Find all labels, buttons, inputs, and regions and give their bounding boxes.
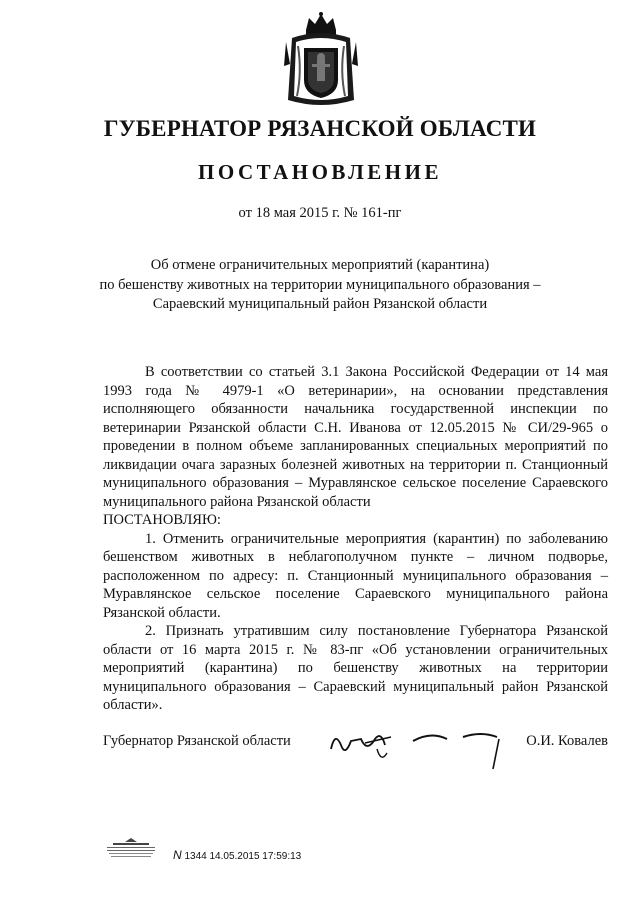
coat-of-arms-icon	[282, 12, 360, 110]
registry-stamp-icon	[103, 836, 159, 862]
document-date-number: от 18 мая 2015 г. № 161-пг	[238, 205, 402, 221]
clause-2: 2. Признать утратившим силу постановление Губернатора Рязанской области от 16 марта 2015 г. № 83-пг «Об установлении ограничительных мероприятий (карантина) по бешенству животных на территории муниципального образования – Сараевский муниципальный район Рязанской области».	[103, 623, 608, 713]
document-subject	[90, 256, 550, 315]
resolve-heading: ПОСТАНОВЛЯЮ:	[103, 512, 221, 528]
registration-code	[173, 848, 301, 862]
preamble-paragraph: В соответствии со статьей 3.1 Закона Российской Федерации от 14 мая 1993 года № 4979-1 «О ветеринарии», на основании представления исполняющего обязанности начальника государственной инспекции по ветеринарии Рязанской области С.Н. Иванова от 12.05.2015 № СИ/29-965 о проведении в полном объеме запланированных специальных мероприятий по ликвидации очага заразных болезней животных на территории п. Станционный муниципального образования – Муравлянское сельское поселение Сараевского муниципального района Рязанской области	[103, 364, 608, 510]
subject-line-1: Об отмене ограничительных мероприятий (карантина)	[150, 257, 490, 273]
clause-1: 1. Отменить ограничительные мероприятия (карантин) по заболеванию бешенством животных в неблагополучном пункте – личном подворье, расположенном по адресу: п. Станционный муниципального образования – Муравлянское сельское поселение Сараевского муниципального района Рязанской области.	[103, 530, 608, 621]
registration-mark-icon: N	[173, 848, 182, 862]
subject-line-3: Сараевский муниципальный район Рязанской области	[152, 296, 488, 312]
signature-block	[103, 733, 608, 773]
issuing-authority: ГУБЕРНАТОР РЯЗАНСКОЙ ОБЛАСТИ	[103, 116, 537, 141]
subject-line-2: по бешенству животных на территории муниципального образования –	[99, 276, 541, 293]
registration-number-datetime: 1344 14.05.2015 17:59:13	[184, 851, 302, 862]
document-body	[103, 363, 608, 715]
handwritten-signature-icon	[321, 723, 521, 773]
signatory-name: О.И. Ковалев	[526, 733, 608, 749]
document-type: ПОСТАНОВЛЕНИЕ	[198, 160, 442, 184]
signatory-title: Губернатор Рязанской области	[103, 733, 291, 749]
registration-footer	[103, 836, 403, 866]
